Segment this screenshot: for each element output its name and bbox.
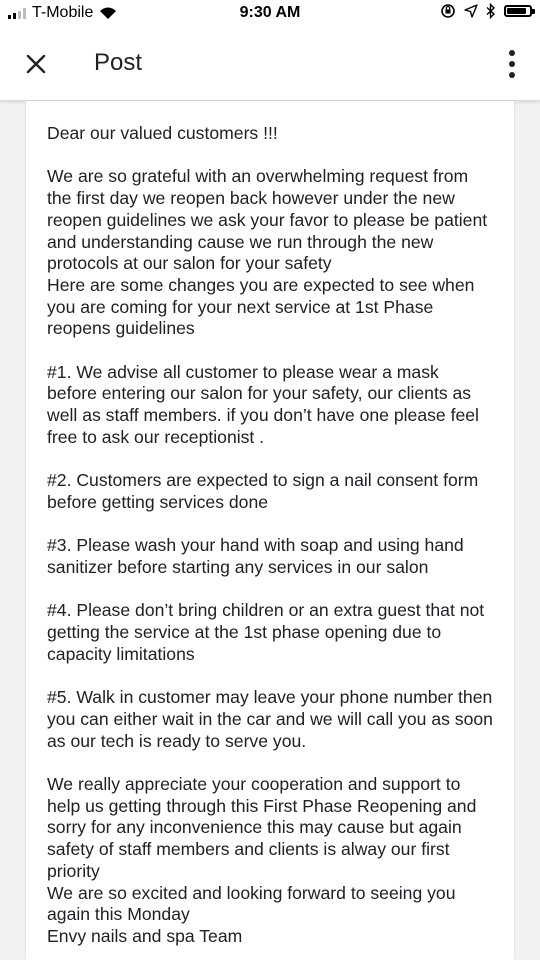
app-bar [0, 28, 540, 101]
page-title: Post [94, 49, 143, 76]
status-right [440, 3, 532, 19]
post-paragraph: #3. Please wash your hand with soap and using hand sanitizer before starting any services in our salon [47, 535, 464, 577]
battery-level [507, 8, 526, 14]
post-paragraph: We are so grateful with an overwhelming request from the first day we reopen back however under the new reopen guidelines we ask your favor to please be patient and understanding cause we run through the new protocols at our salon for your safety Here are some changes you are expected to see when you are coming for your next service at 1st Phase reopens guidelines [47, 166, 488, 339]
post-paragraph: #2. Customers are expected to sign a nail consent form before getting services done [47, 470, 479, 512]
status-bar [0, 0, 540, 28]
post-paragraph: Dear our valued customers !!! [47, 123, 278, 143]
post-paragraph: We really appreciate your cooperation and support to help us getting through this First Phase Reopening and sorry for any inconvenience this may cause but again safety of staff members and clients is alway our first priority We are so excited and looking forward to seeing you again this Monday Envy nails and spa Team [47, 773, 477, 946]
more-vert-icon [509, 50, 515, 56]
carrier-name: T-Mobile [32, 4, 94, 21]
post-paragraph: #4. Please don’t bring children or an extra guest that not getting the service at the 1st phase opening due to capacity limitations [47, 600, 485, 664]
post-body [26, 101, 514, 948]
post-paragraph: #5. Walk in customer may leave your phone number then you can either wait in the car and we will call you as soon as our tech is ready to serve you. [47, 687, 493, 751]
close-button[interactable] [16, 44, 56, 84]
location-arrow-icon [464, 4, 478, 18]
more-options-button[interactable] [496, 44, 528, 84]
orientation-lock-icon [440, 3, 456, 19]
post-card [26, 101, 514, 960]
bluetooth-icon [486, 3, 496, 19]
close-icon [26, 54, 46, 74]
battery-icon [504, 5, 532, 17]
post-paragraph: #1. We advise all customer to please wear a mask before entering our salon for your safety, our clients as well as staff members. if you don’t have one please feel free to ask our receptionist . [47, 361, 479, 447]
status-time: 9:30 AM [239, 4, 301, 21]
